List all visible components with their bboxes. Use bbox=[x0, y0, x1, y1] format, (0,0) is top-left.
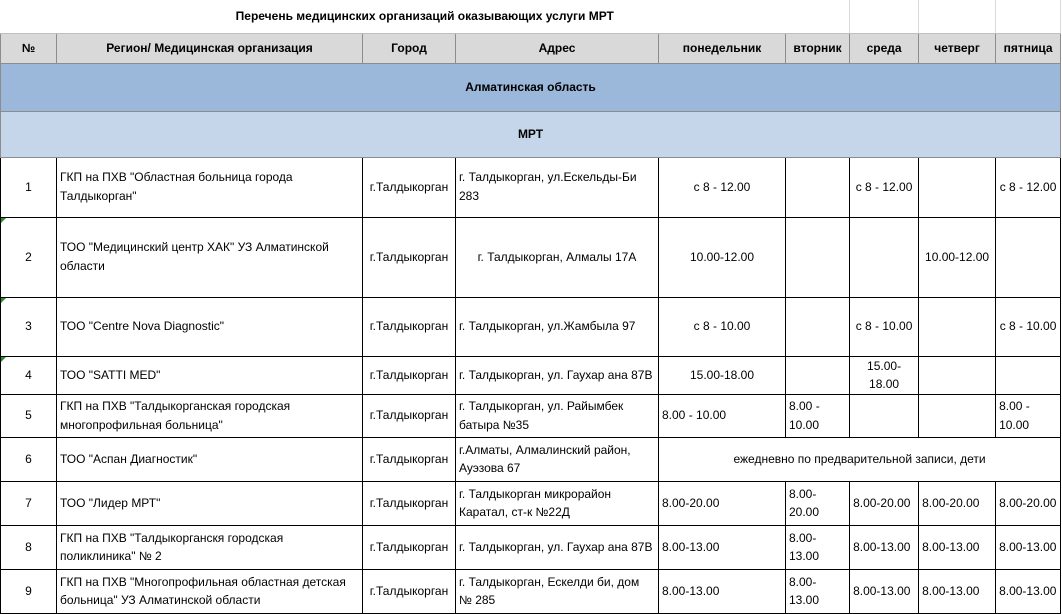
cell-tuesday[interactable] bbox=[786, 157, 850, 217]
cell-org[interactable]: ГКП на ПХВ "Талдыкорганская городская многопрофильная больница" bbox=[57, 394, 363, 437]
cell-friday[interactable]: 8.00-20.00 bbox=[996, 481, 1061, 525]
cell-address[interactable]: г. Талдыкорган микрорайон Каратал, ст-к №22Д bbox=[456, 481, 659, 525]
cell-address[interactable]: г. Талдыкорган, ул. Гаухар ана 87В bbox=[456, 525, 659, 569]
cell-friday[interactable]: 8.00 - 10.00 bbox=[996, 394, 1061, 437]
cell-address[interactable]: г. Талдыкорган, ул. Райымбек батыра №35 bbox=[456, 394, 659, 437]
cell-city[interactable]: г.Талдыкорган bbox=[363, 481, 456, 525]
cell-friday[interactable] bbox=[996, 217, 1061, 297]
title-row bbox=[1, 0, 1061, 33]
cell-schedule-note[interactable]: ежедневно по предварительной записи, дети bbox=[659, 437, 1061, 481]
cell-wednesday[interactable]: с 8 - 12.00 bbox=[850, 157, 919, 217]
cell-wednesday[interactable] bbox=[850, 394, 919, 437]
cell-city[interactable]: г.Талдыкорган bbox=[363, 157, 456, 217]
cell-tuesday[interactable] bbox=[786, 217, 850, 297]
cell-thursday[interactable] bbox=[919, 297, 996, 356]
cell-monday[interactable]: 10.00-12.00 bbox=[659, 217, 786, 297]
cell-num[interactable]: 3 bbox=[1, 297, 57, 356]
cell-num[interactable]: 2 bbox=[1, 217, 57, 297]
cell-num[interactable]: 1 bbox=[1, 157, 57, 217]
header-city[interactable]: Город bbox=[363, 33, 456, 63]
cell-city[interactable]: г.Талдыкорган bbox=[363, 437, 456, 481]
cell-num[interactable]: 7 bbox=[1, 481, 57, 525]
cell-city[interactable]: г.Талдыкорган bbox=[363, 297, 456, 356]
cell-wednesday[interactable]: 8.00-13.00 bbox=[850, 525, 919, 569]
cell-monday[interactable]: 8.00-13.00 bbox=[659, 569, 786, 613]
cell-org[interactable]: ГКП на ПХВ "Областная больница города Талдыкорган" bbox=[57, 157, 363, 217]
table-row bbox=[1, 394, 1061, 437]
cell-org[interactable]: ТОО "Centre Nova Diagnostic" bbox=[57, 297, 363, 356]
empty-cell[interactable] bbox=[850, 0, 919, 33]
empty-cell[interactable] bbox=[919, 0, 996, 33]
region-title[interactable]: Алматинская область bbox=[1, 63, 1061, 111]
cell-monday[interactable]: с 8 - 12.00 bbox=[659, 157, 786, 217]
cell-num[interactable]: 9 bbox=[1, 569, 57, 613]
cell-tuesday[interactable] bbox=[786, 356, 850, 394]
empty-cell[interactable] bbox=[996, 0, 1061, 33]
header-address[interactable]: Адрес bbox=[456, 33, 659, 63]
cell-friday[interactable]: с 8 - 10.00 bbox=[996, 297, 1061, 356]
cell-thursday[interactable]: 10.00-12.00 bbox=[919, 217, 996, 297]
subheader-row bbox=[1, 111, 1061, 157]
cell-wednesday[interactable]: 8.00-13.00 bbox=[850, 569, 919, 613]
cell-wednesday[interactable]: с 8 - 10.00 bbox=[850, 297, 919, 356]
table-row bbox=[1, 157, 1061, 217]
cell-org[interactable]: ТОО "Лидер МРТ" bbox=[57, 481, 363, 525]
cell-tuesday[interactable]: 8.00-13.00 bbox=[786, 525, 850, 569]
cell-tuesday[interactable]: 8.00-13.00 bbox=[786, 569, 850, 613]
cell-friday[interactable] bbox=[996, 356, 1061, 394]
table-row bbox=[1, 481, 1061, 525]
header-row bbox=[1, 33, 1061, 63]
cell-num[interactable]: 4 bbox=[1, 356, 57, 394]
cell-city[interactable]: г.Талдыкорган bbox=[363, 394, 456, 437]
cell-thursday[interactable]: 8.00-13.00 bbox=[919, 525, 996, 569]
cell-thursday[interactable] bbox=[919, 356, 996, 394]
cell-wednesday[interactable] bbox=[850, 217, 919, 297]
cell-thursday[interactable] bbox=[919, 157, 996, 217]
cell-address[interactable]: г.Алматы, Алмалинский район, Ауэзова 67 bbox=[456, 437, 659, 481]
cell-address[interactable]: г. Талдыкорган, ул.Ескельды-Би 283 bbox=[456, 157, 659, 217]
cell-org[interactable]: ТОО "SATTI MED" bbox=[57, 356, 363, 394]
header-friday[interactable]: пятница bbox=[996, 33, 1061, 63]
cell-monday[interactable]: 8.00-20.00 bbox=[659, 481, 786, 525]
cell-city[interactable]: г.Талдыкорган bbox=[363, 217, 456, 297]
cell-monday[interactable]: 8.00-13.00 bbox=[659, 525, 786, 569]
cell-monday[interactable]: с 8 - 10.00 bbox=[659, 297, 786, 356]
cell-wednesday[interactable]: 8.00-20.00 bbox=[850, 481, 919, 525]
cell-city[interactable]: г.Талдыкорган bbox=[363, 356, 456, 394]
cell-thursday[interactable]: 8.00-13.00 bbox=[919, 569, 996, 613]
header-thursday[interactable]: четверг bbox=[919, 33, 996, 63]
cell-tuesday[interactable]: 8.00-20.00 bbox=[786, 481, 850, 525]
cell-thursday[interactable] bbox=[919, 394, 996, 437]
header-monday[interactable]: понедельник bbox=[659, 33, 786, 63]
cell-address[interactable]: г. Талдыкорган, Ескелди би, дом № 285 bbox=[456, 569, 659, 613]
cell-friday[interactable]: с 8 - 12.00 bbox=[996, 157, 1061, 217]
header-wednesday[interactable]: среда bbox=[850, 33, 919, 63]
header-org[interactable]: Регион/ Медицинская организация bbox=[57, 33, 363, 63]
header-num[interactable]: № bbox=[1, 33, 57, 63]
cell-org[interactable]: ГКП на ПХВ "Многопрофильная областная детская больница" УЗ Алматинской области bbox=[57, 569, 363, 613]
cell-friday[interactable]: 8.00-13.00 bbox=[996, 569, 1061, 613]
cell-tuesday[interactable]: 8.00 - 10.00 bbox=[786, 394, 850, 437]
cell-monday[interactable]: 15.00-18.00 bbox=[659, 356, 786, 394]
table-row bbox=[1, 297, 1061, 356]
table-row bbox=[1, 356, 1061, 394]
cell-friday[interactable]: 8.00-13.00 bbox=[996, 525, 1061, 569]
cell-org[interactable]: ТОО "Медицинский центр ХАК" УЗ Алматинской области bbox=[57, 217, 363, 297]
header-tuesday[interactable]: вторник bbox=[786, 33, 850, 63]
table-row bbox=[1, 569, 1061, 613]
cell-thursday[interactable]: 8.00-20.00 bbox=[919, 481, 996, 525]
cell-address[interactable]: г. Талдыкорган, ул. Гаухар ана 87В bbox=[456, 356, 659, 394]
table-row bbox=[1, 525, 1061, 569]
cell-monday[interactable]: 8.00 - 10.00 bbox=[659, 394, 786, 437]
cell-num[interactable]: 5 bbox=[1, 394, 57, 437]
cell-address[interactable]: г. Талдыкорган, ул.Жамбыла 97 bbox=[456, 297, 659, 356]
subheader-title[interactable]: МРТ bbox=[1, 111, 1061, 157]
cell-city[interactable]: г.Талдыкорган bbox=[363, 569, 456, 613]
cell-num[interactable]: 8 bbox=[1, 525, 57, 569]
cell-org[interactable]: ГКП на ПХВ "Талдыкорганскя городская поликлиника" № 2 bbox=[57, 525, 363, 569]
sheet-title: Перечень медицинских организаций оказывающих услуги МРТ bbox=[1, 0, 850, 33]
cell-tuesday[interactable] bbox=[786, 297, 850, 356]
table-row bbox=[1, 217, 1061, 297]
table-row bbox=[1, 437, 1061, 481]
cell-wednesday[interactable]: 15.00-18.00 bbox=[850, 356, 919, 394]
cell-num[interactable]: 6 bbox=[1, 437, 57, 481]
cell-city[interactable]: г.Талдыкорган bbox=[363, 525, 456, 569]
cell-org[interactable]: ТОО "Аспан Диагностик" bbox=[57, 437, 363, 481]
region-row bbox=[1, 63, 1061, 111]
cell-address[interactable]: г. Талдыкорган, Алмалы 17А bbox=[456, 217, 659, 297]
